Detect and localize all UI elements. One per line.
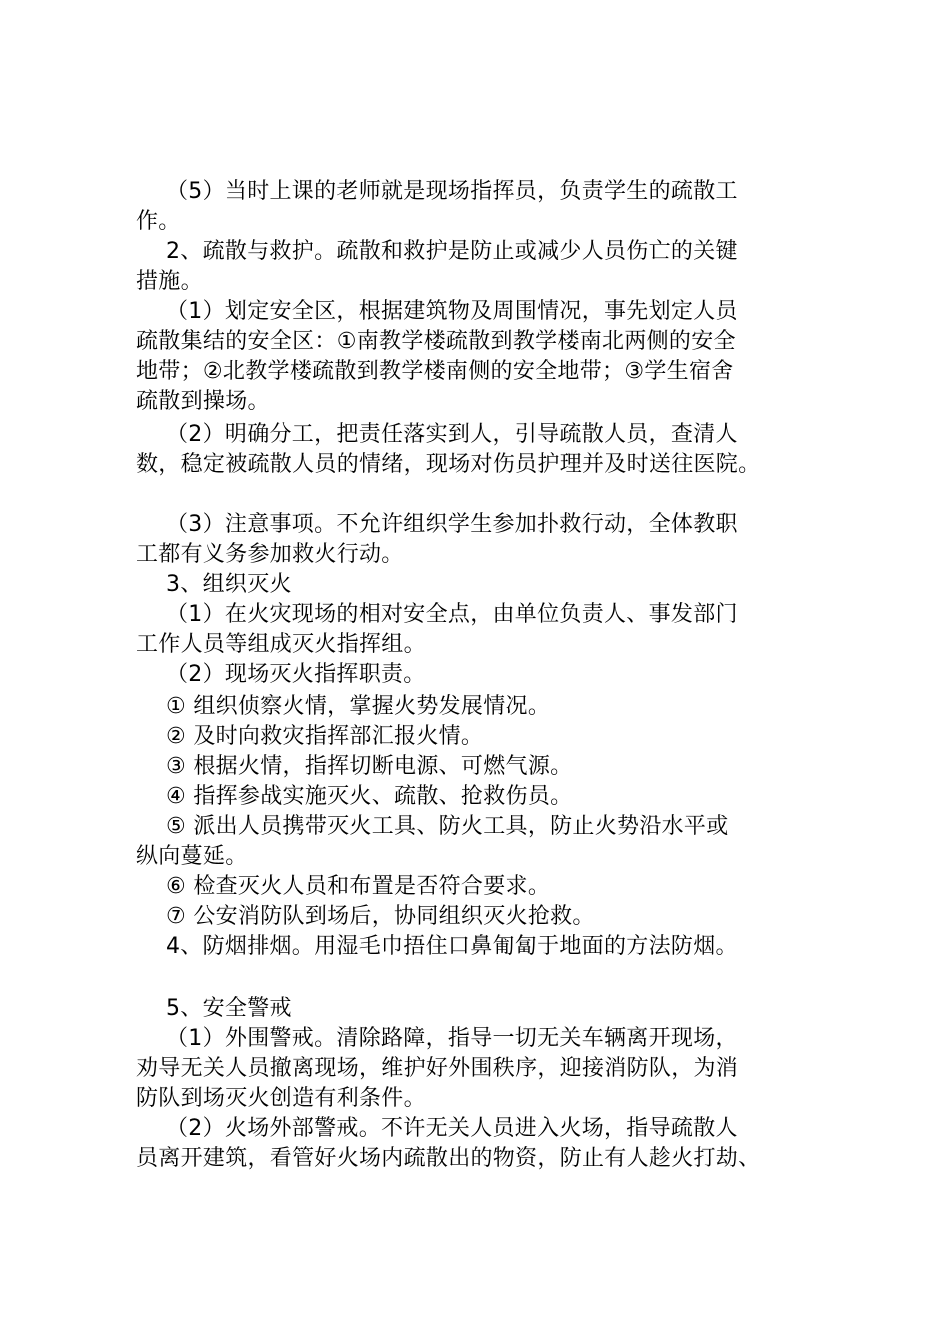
text-line: 员离开建筑，看管好火场内疏散出的物资，防止有人趁火打劫、 bbox=[136, 1146, 761, 1171]
text-line: （5）当时上课的老师就是现场指挥员，负责学生的疏散工 bbox=[166, 179, 738, 204]
text-line: 疏散到操场。 bbox=[136, 389, 270, 414]
text-line: （2）明确分工，把责任落实到人，引导疏散人员，查清人 bbox=[166, 422, 738, 447]
text-line: 工作人员等组成灭火指挥组。 bbox=[136, 632, 426, 657]
text-line: 工都有义务参加救火行动。 bbox=[136, 542, 404, 567]
text-line: （2）现场灭火指挥职责。 bbox=[166, 662, 426, 687]
text-line: （1）外围警戒。清除路障，指导一切无关车辆离开现场， bbox=[166, 1026, 738, 1051]
text-line: 2、疏散与救护。疏散和救护是防止或减少人员伤亡的关键 bbox=[166, 239, 738, 264]
text-line: （1）划定安全区，根据建筑物及周围情况，事先划定人员 bbox=[166, 299, 738, 324]
text-line: （2）火场外部警戒。不许无关人员进入火场，指导疏散人 bbox=[166, 1116, 738, 1141]
text-line: 措施。 bbox=[136, 269, 203, 294]
text-line: 数，稳定被疏散人员的情绪，现场对伤员护理并及时送往医院。 bbox=[136, 452, 761, 477]
text-line: 疏散集结的安全区：①南教学楼疏散到教学楼南北两侧的安全 bbox=[136, 329, 736, 354]
text-line: 4、防烟排烟。用湿毛巾捂住口鼻匍匐于地面的方法防烟。 bbox=[166, 934, 738, 959]
list-item: ② 及时向救灾指挥部汇报火情。 bbox=[166, 724, 484, 749]
list-item: ⑥ 检查灭火人员和布置是否符合要求。 bbox=[166, 874, 551, 899]
text-line: 劝导无关人员撤离现场，维护好外围秩序，迎接消防队，为消 bbox=[136, 1056, 739, 1081]
text-line: 地带；②北教学楼疏散到教学楼南侧的安全地带；③学生宿舍 bbox=[136, 359, 734, 384]
text-line: （1）在火灾现场的相对安全点，由单位负责人、事发部门 bbox=[166, 602, 738, 627]
text-line: 纵向蔓延。 bbox=[136, 844, 248, 869]
list-item: ⑦ 公安消防队到场后，协同组织灭火抢救。 bbox=[166, 904, 595, 929]
section-heading: 3、组织灭火 bbox=[166, 572, 292, 597]
text-line: 防队到场灭火创造有利条件。 bbox=[136, 1086, 426, 1111]
text-line: （3）注意事项。不允许组织学生参加扑救行动，全体教职 bbox=[166, 512, 738, 537]
text-line: 作。 bbox=[136, 209, 181, 234]
list-item: ③ 根据火情，指挥切断电源、可燃气源。 bbox=[166, 754, 573, 779]
list-item: ① 组织侦察火情，掌握火势发展情况。 bbox=[166, 694, 551, 719]
section-heading: 5、安全警戒 bbox=[166, 996, 292, 1021]
list-item: ④ 指挥参战实施灭火、疏散、抢救伤员。 bbox=[166, 784, 573, 809]
list-item: ⑤ 派出人员携带灭火工具、防火工具，防止火势沿水平或 bbox=[166, 814, 729, 839]
